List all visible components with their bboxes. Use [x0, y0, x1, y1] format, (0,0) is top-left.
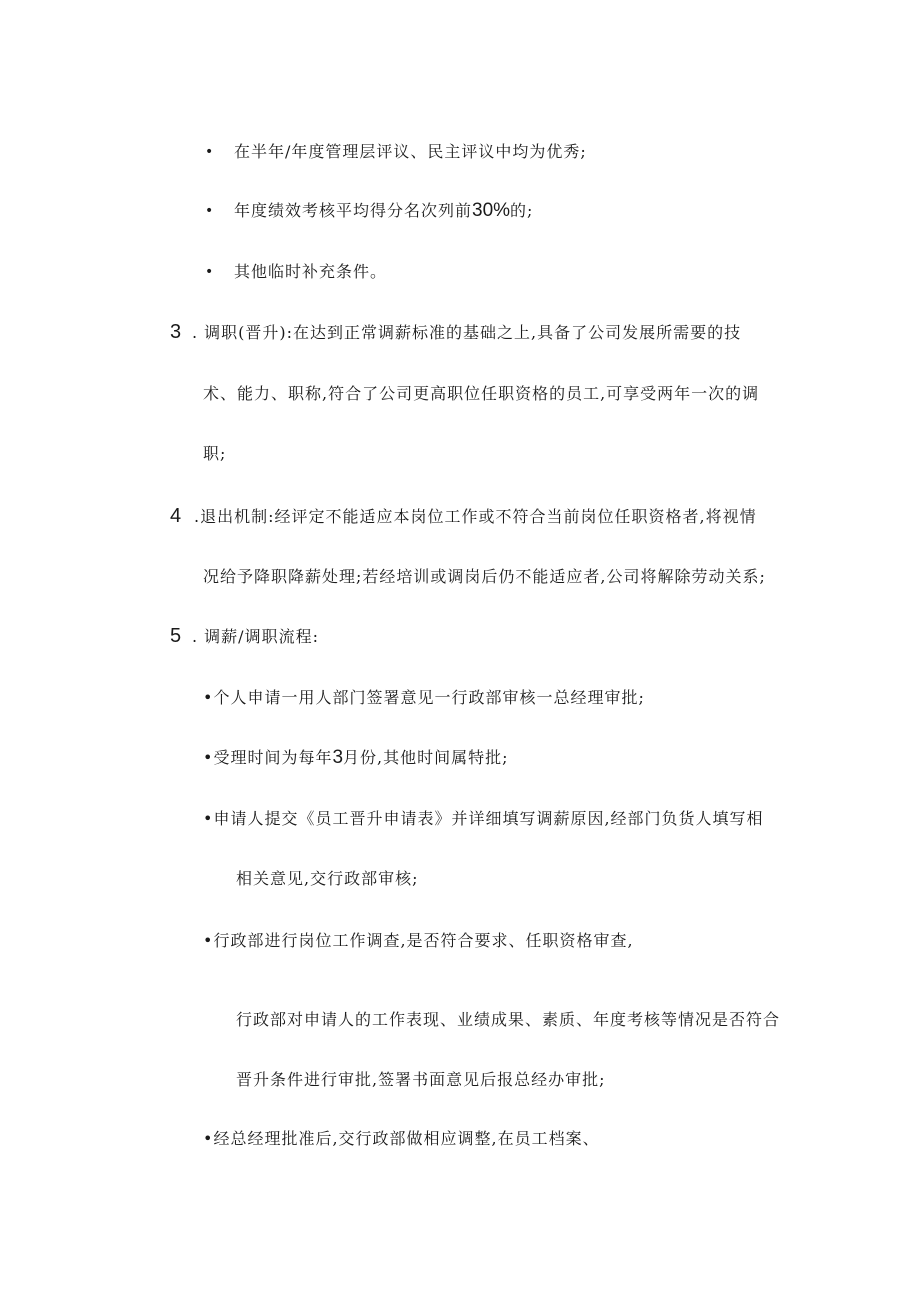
bullet-text-part: 的;: [510, 201, 534, 220]
process-step-continued: 晋升条件进行审批,签署书面意见后报总经办审批;: [236, 1070, 606, 1089]
bullet-text: 在半年/年度管理层评议、民主评议中均为优秀;: [234, 142, 587, 161]
bullet-marker: •: [205, 144, 214, 160]
process-step: •申请人提交《员工晋升申请表》并详细填写调薪原因,经部门负货人填写相: [203, 809, 764, 828]
month-value: 3: [332, 747, 344, 768]
process-step: [203, 748, 509, 768]
bullet-marker: •: [205, 264, 214, 280]
section-number: 5: [170, 625, 182, 647]
process-text-part: 月份,其他时间属特批;: [343, 748, 509, 767]
bullet-text: [234, 201, 533, 221]
bullet-text-part: 年度绩效考核平均得分名次列前: [234, 201, 473, 220]
process-step-continued: 相关意见,交行政部审核;: [236, 869, 419, 888]
section-text: . 调薪/调职流程:: [192, 627, 319, 646]
percent-value: 30%: [472, 200, 511, 221]
process-step: •经总经理批准后,交行政部做相应调整,在员工档案、: [203, 1129, 600, 1148]
section-text: 况给予降职降薪处理;若经培训或调岗后仍不能适应者,公司将解除劳动关系;: [203, 567, 766, 586]
bullet-text: 其他临时补充条件。: [234, 262, 388, 281]
section-text: 术、能力、职称,符合了公司更高职位任职资格的员工,可享受两年一次的调: [203, 384, 760, 403]
section-text: 职;: [203, 444, 227, 463]
section-number: 4: [170, 505, 182, 527]
section-text: . 调职(晋升):在达到正常调薪标准的基础之上,具备了公司发展所需要的技: [192, 323, 742, 342]
process-step-continued: 行政部对申请人的工作表现、业绩成果、素质、年度考核等情况是否符合: [236, 1010, 781, 1029]
bullet-marker: •: [205, 203, 214, 219]
section-number: 3: [170, 321, 182, 343]
process-step: •行政部进行岗位工作调查,是否符合要求、任职资格审查,: [203, 931, 634, 950]
section-text: .退出机制:经评定不能适应本岗位工作或不符合当前岗位任职资格者,将视情: [194, 507, 757, 526]
process-step: •个人申请一用人部门签署意见一行政部审核一总经理审批;: [203, 688, 645, 707]
process-text-part: •受理时间为每年: [203, 748, 333, 767]
